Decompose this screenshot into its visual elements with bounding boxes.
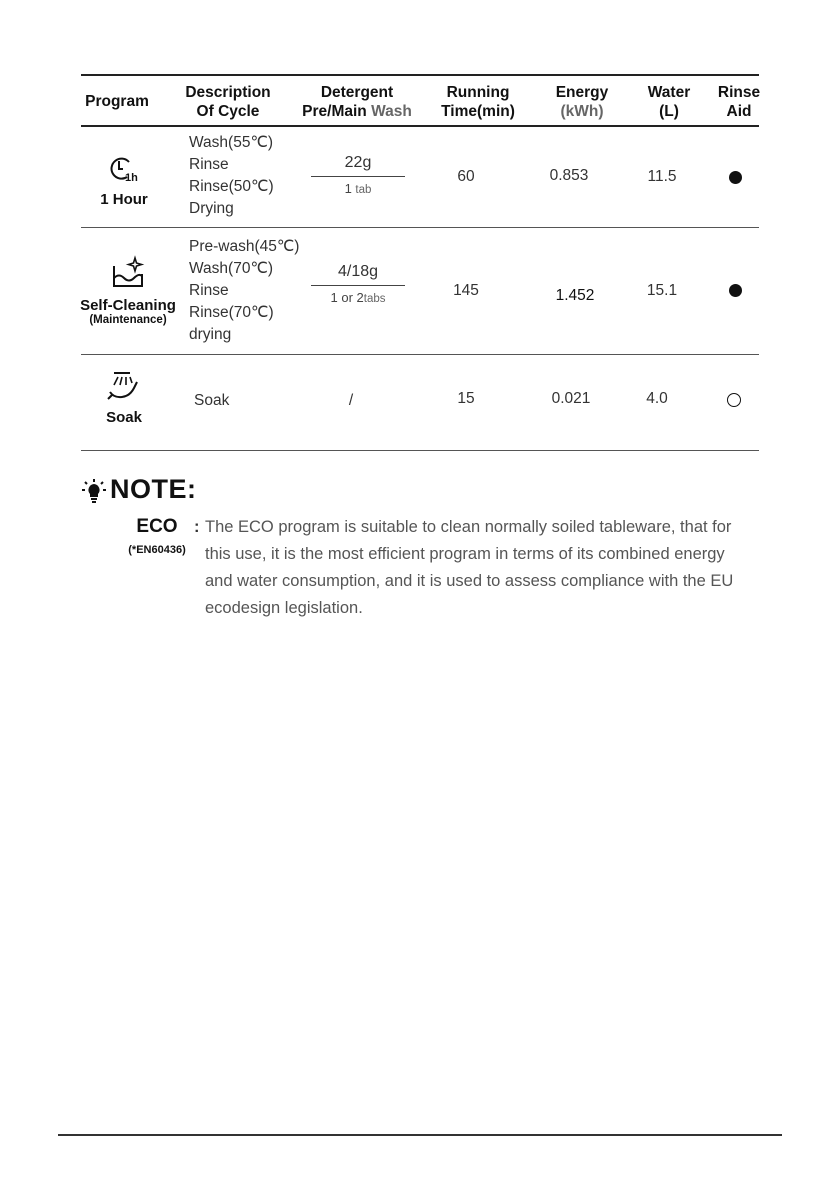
header-program: Program [85, 93, 149, 110]
energy-value: 0.853 [549, 167, 589, 184]
header-description: Description Of Cycle [185, 84, 271, 120]
program-name: Self-Cleaning [80, 297, 176, 314]
self-cleaning-icon [109, 254, 147, 292]
header-rinse-aid: Rinse Aid [717, 84, 761, 120]
energy-value: 0.021 [551, 390, 591, 407]
running-time: 15 [457, 390, 475, 407]
clock-1h-icon [107, 152, 141, 186]
table-bottom-rule [81, 450, 759, 451]
program-self-cleaning [75, 254, 181, 326]
program-table [81, 74, 759, 451]
water-value: 15.1 [646, 282, 678, 299]
soak-icon [104, 368, 144, 404]
eco-label: ECO (*EN60436) [128, 516, 186, 556]
energy-value: 1.452 [555, 287, 595, 304]
rinse-aid-open-dot [727, 393, 741, 407]
cycle-description: Pre-wash(45℃) Wash(70℃) Rinse Rinse(70℃) drying [189, 238, 300, 343]
eco-colon: : [194, 518, 200, 536]
rinse-aid-filled-dot [729, 284, 742, 297]
program-soak [81, 368, 167, 426]
detergent-amount: / [348, 392, 354, 409]
header-running-time: Running Time(min) [441, 84, 515, 120]
lightbulb-icon [82, 478, 106, 504]
program-name: 1 Hour [100, 191, 148, 208]
water-value: 4.0 [646, 390, 668, 407]
header-water: Water (L) [647, 84, 691, 120]
header-rule [81, 125, 759, 127]
program-1-hour [81, 152, 167, 208]
rinse-aid-filled-dot [729, 171, 742, 184]
running-time: 60 [457, 168, 475, 185]
detergent-amount: 22g 1 tab [311, 152, 405, 196]
program-name: Soak [106, 409, 142, 426]
program-subname: (Maintenance) [89, 314, 167, 326]
header-energy: Energy (kWh) [555, 84, 609, 120]
svg-text:1h: 1h [125, 172, 138, 184]
row-rule [81, 227, 759, 228]
table-top-rule [81, 74, 759, 76]
eco-note-text: The ECO program is suitable to clean normally soiled tableware, that for this use, it is the most efficient program in terms of its combined energy and water consumption, and it is used to assess compliance with the EU ecodesign legislation. [205, 518, 734, 617]
footer-rule [58, 1134, 782, 1136]
detergent-amount: 4/18g 1 or 2tabs [311, 261, 405, 305]
fraction-rule [311, 176, 405, 177]
cycle-description: Wash(55℃) Rinse Rinse(50℃) Drying [189, 134, 274, 217]
running-time: 145 [453, 282, 479, 299]
cycle-description: Soak [194, 392, 230, 409]
note-title: NOTE: [110, 474, 197, 504]
row-rule [81, 354, 759, 355]
water-value: 11.5 [647, 168, 677, 185]
fraction-rule [311, 285, 405, 286]
header-detergent: Detergent Pre/Main Wash [302, 84, 412, 120]
